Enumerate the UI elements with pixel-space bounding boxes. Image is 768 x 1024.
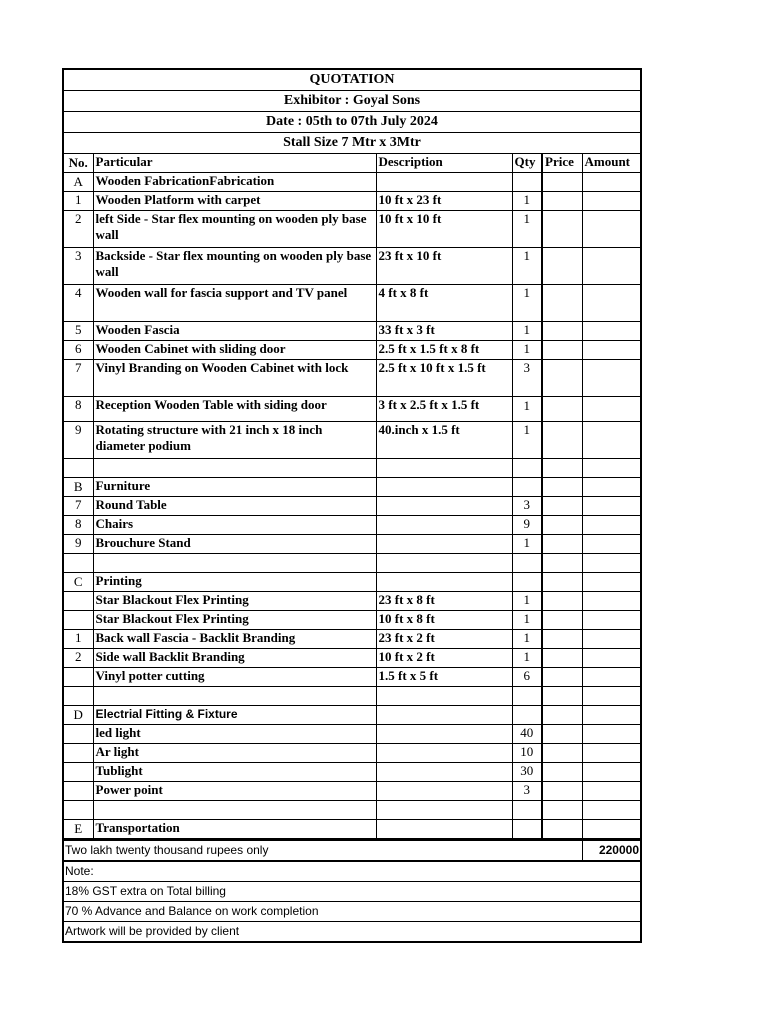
row-particular: Ar light bbox=[93, 744, 376, 763]
row-amount bbox=[582, 322, 640, 341]
row-amount bbox=[582, 668, 640, 687]
row-description: 10 ft x 10 ft bbox=[376, 211, 512, 248]
note-artwork: Artwork will be provided by client bbox=[64, 921, 640, 941]
row-description bbox=[376, 573, 512, 592]
row-price bbox=[542, 535, 582, 554]
row-particular: led light bbox=[93, 725, 376, 744]
row-no: 6 bbox=[64, 341, 93, 360]
row-qty: 1 bbox=[512, 285, 542, 322]
row-particular: Reception Wooden Table with siding door bbox=[93, 397, 376, 422]
row-amount bbox=[582, 820, 640, 839]
row-no: D bbox=[64, 706, 93, 725]
row-no bbox=[64, 459, 93, 478]
row-no: 3 bbox=[64, 248, 93, 285]
row-qty: 1 bbox=[512, 422, 542, 459]
row-particular: left Side - Star flex mounting on wooden ply base wall bbox=[93, 211, 376, 248]
col-header-amount: Amount bbox=[582, 154, 640, 173]
row-no: 9 bbox=[64, 535, 93, 554]
row-no: B bbox=[64, 478, 93, 497]
row-price bbox=[542, 554, 582, 573]
table-row bbox=[64, 801, 640, 820]
row-price bbox=[542, 592, 582, 611]
row-qty: 1 bbox=[512, 248, 542, 285]
quotation-sheet bbox=[62, 68, 642, 943]
row-description bbox=[376, 706, 512, 725]
table-row bbox=[64, 422, 640, 459]
row-no bbox=[64, 611, 93, 630]
row-particular: Transportation bbox=[93, 820, 376, 839]
row-price bbox=[542, 706, 582, 725]
table-row bbox=[64, 630, 640, 649]
row-price bbox=[542, 459, 582, 478]
row-qty bbox=[512, 573, 542, 592]
row-no: 5 bbox=[64, 322, 93, 341]
table-row bbox=[64, 192, 640, 211]
row-description bbox=[376, 725, 512, 744]
row-price bbox=[542, 611, 582, 630]
row-description: 23 ft x 10 ft bbox=[376, 248, 512, 285]
row-amount bbox=[582, 630, 640, 649]
row-description bbox=[376, 497, 512, 516]
total-in-words: Two lakh twenty thousand rupees only bbox=[65, 843, 269, 857]
row-particular: Power point bbox=[93, 782, 376, 801]
row-particular: Side wall Backlit Branding bbox=[93, 649, 376, 668]
table-row bbox=[64, 763, 640, 782]
table-row bbox=[64, 459, 640, 478]
row-particular: Vinyl potter cutting bbox=[93, 668, 376, 687]
row-no: 7 bbox=[64, 497, 93, 516]
row-price bbox=[542, 192, 582, 211]
row-description: 2.5 ft x 1.5 ft x 8 ft bbox=[376, 341, 512, 360]
row-particular bbox=[93, 801, 376, 820]
row-description bbox=[376, 801, 512, 820]
note-gst: 18% GST extra on Total billing bbox=[64, 881, 640, 901]
table-row bbox=[64, 706, 640, 725]
row-particular: Wooden wall for fascia support and TV panel bbox=[93, 285, 376, 322]
row-description bbox=[376, 173, 512, 192]
row-description: 10 ft x 2 ft bbox=[376, 649, 512, 668]
row-amount bbox=[582, 611, 640, 630]
row-description: 3 ft x 2.5 ft x 1.5 ft bbox=[376, 397, 512, 422]
row-price bbox=[542, 763, 582, 782]
row-price bbox=[542, 744, 582, 763]
col-header-price: Price bbox=[542, 154, 582, 173]
row-amount bbox=[582, 478, 640, 497]
row-amount bbox=[582, 397, 640, 422]
row-particular: Brouchure Stand bbox=[93, 535, 376, 554]
row-description bbox=[376, 459, 512, 478]
row-description bbox=[376, 763, 512, 782]
row-qty: 1 bbox=[512, 630, 542, 649]
row-particular bbox=[93, 459, 376, 478]
row-qty: 1 bbox=[512, 649, 542, 668]
row-description: 10 ft x 23 ft bbox=[376, 192, 512, 211]
row-no bbox=[64, 668, 93, 687]
row-description bbox=[376, 516, 512, 535]
row-qty: 3 bbox=[512, 360, 542, 397]
row-qty: 40 bbox=[512, 725, 542, 744]
row-price bbox=[542, 649, 582, 668]
row-qty: 10 bbox=[512, 744, 542, 763]
row-qty: 1 bbox=[512, 592, 542, 611]
row-price bbox=[542, 248, 582, 285]
row-qty: 1 bbox=[512, 322, 542, 341]
row-description bbox=[376, 535, 512, 554]
row-qty bbox=[512, 554, 542, 573]
row-no: 9 bbox=[64, 422, 93, 459]
row-no: C bbox=[64, 573, 93, 592]
row-price bbox=[542, 341, 582, 360]
row-amount bbox=[582, 706, 640, 725]
table-row bbox=[64, 322, 640, 341]
row-description bbox=[376, 744, 512, 763]
row-qty: 30 bbox=[512, 763, 542, 782]
row-qty bbox=[512, 687, 542, 706]
row-description: 23 ft x 2 ft bbox=[376, 630, 512, 649]
row-price bbox=[542, 211, 582, 248]
table-row bbox=[64, 668, 640, 687]
row-description: 2.5 ft x 10 ft x 1.5 ft bbox=[376, 360, 512, 397]
row-description bbox=[376, 782, 512, 801]
row-no: 8 bbox=[64, 516, 93, 535]
row-particular: Wooden Fascia bbox=[93, 322, 376, 341]
row-no bbox=[64, 725, 93, 744]
table-row bbox=[64, 592, 640, 611]
row-no bbox=[64, 801, 93, 820]
row-no: 2 bbox=[64, 211, 93, 248]
row-amount bbox=[582, 725, 640, 744]
table-row bbox=[64, 687, 640, 706]
row-qty: 6 bbox=[512, 668, 542, 687]
row-no bbox=[64, 744, 93, 763]
row-description bbox=[376, 687, 512, 706]
quotation-table bbox=[64, 154, 640, 839]
row-description bbox=[376, 478, 512, 497]
table-row bbox=[64, 478, 640, 497]
row-amount bbox=[582, 459, 640, 478]
row-qty: 1 bbox=[512, 192, 542, 211]
table-row bbox=[64, 211, 640, 248]
row-price bbox=[542, 397, 582, 422]
row-particular: Chairs bbox=[93, 516, 376, 535]
row-description: 40.inch x 1.5 ft bbox=[376, 422, 512, 459]
row-amount bbox=[582, 192, 640, 211]
col-header-description: Description bbox=[376, 154, 512, 173]
row-particular: Star Blackout Flex Printing bbox=[93, 592, 376, 611]
col-header-qty: Qty bbox=[512, 154, 542, 173]
col-header-no: No. bbox=[64, 154, 93, 173]
row-amount bbox=[582, 592, 640, 611]
row-no: 1 bbox=[64, 192, 93, 211]
row-amount bbox=[582, 649, 640, 668]
table-row bbox=[64, 554, 640, 573]
row-particular: Wooden Platform with carpet bbox=[93, 192, 376, 211]
row-qty bbox=[512, 478, 542, 497]
row-amount bbox=[582, 687, 640, 706]
table-row bbox=[64, 782, 640, 801]
row-price bbox=[542, 173, 582, 192]
table-header-row bbox=[64, 154, 640, 173]
total-amount-cell bbox=[582, 841, 640, 860]
row-particular: Backside - Star flex mounting on wooden ply base wall bbox=[93, 248, 376, 285]
table-row bbox=[64, 360, 640, 397]
row-description bbox=[376, 554, 512, 573]
row-description: 1.5 ft x 5 ft bbox=[376, 668, 512, 687]
row-price bbox=[542, 725, 582, 744]
table-row bbox=[64, 341, 640, 360]
row-amount bbox=[582, 516, 640, 535]
col-header-particular: Particular bbox=[93, 154, 376, 173]
table-row bbox=[64, 535, 640, 554]
row-price bbox=[542, 322, 582, 341]
row-amount bbox=[582, 554, 640, 573]
row-qty bbox=[512, 173, 542, 192]
stall-size-line: Stall Size 7 Mtr x 3Mtr bbox=[64, 133, 640, 154]
table-row bbox=[64, 611, 640, 630]
row-no: E bbox=[64, 820, 93, 839]
row-price bbox=[542, 573, 582, 592]
row-amount bbox=[582, 782, 640, 801]
row-qty bbox=[512, 820, 542, 839]
row-price bbox=[542, 422, 582, 459]
row-qty bbox=[512, 706, 542, 725]
row-amount bbox=[582, 763, 640, 782]
row-no bbox=[64, 554, 93, 573]
table-row bbox=[64, 725, 640, 744]
table-row bbox=[64, 649, 640, 668]
row-amount bbox=[582, 422, 640, 459]
table-row bbox=[64, 744, 640, 763]
row-no: A bbox=[64, 173, 93, 192]
row-qty: 3 bbox=[512, 497, 542, 516]
note-heading: Note: bbox=[64, 860, 640, 881]
row-particular: Tublight bbox=[93, 763, 376, 782]
row-no: 2 bbox=[64, 649, 93, 668]
date-line: Date : 05th to 07th July 2024 bbox=[64, 112, 640, 133]
table-row bbox=[64, 248, 640, 285]
row-price bbox=[542, 782, 582, 801]
row-price bbox=[542, 285, 582, 322]
row-amount bbox=[582, 360, 640, 397]
row-description: 23 ft x 8 ft bbox=[376, 592, 512, 611]
row-particular: Printing bbox=[93, 573, 376, 592]
row-qty: 9 bbox=[512, 516, 542, 535]
row-particular: Star Blackout Flex Printing bbox=[93, 611, 376, 630]
row-qty bbox=[512, 801, 542, 820]
table-row bbox=[64, 573, 640, 592]
row-amount bbox=[582, 801, 640, 820]
row-amount bbox=[582, 744, 640, 763]
quotation-title: QUOTATION bbox=[64, 70, 640, 91]
row-description: 33 ft x 3 ft bbox=[376, 322, 512, 341]
row-no bbox=[64, 763, 93, 782]
row-particular bbox=[93, 687, 376, 706]
row-no: 4 bbox=[64, 285, 93, 322]
table-row bbox=[64, 497, 640, 516]
table-row bbox=[64, 397, 640, 422]
row-qty: 3 bbox=[512, 782, 542, 801]
row-price bbox=[542, 801, 582, 820]
row-particular: Wooden FabricationFabrication bbox=[93, 173, 376, 192]
row-particular: Rotating structure with 21 inch x 18 inch diameter podium bbox=[93, 422, 376, 459]
note-payment: 70 % Advance and Balance on work completion bbox=[64, 901, 640, 921]
row-no: 1 bbox=[64, 630, 93, 649]
row-price bbox=[542, 478, 582, 497]
table-row bbox=[64, 820, 640, 839]
row-price bbox=[542, 668, 582, 687]
row-price bbox=[542, 516, 582, 535]
row-amount bbox=[582, 173, 640, 192]
row-amount bbox=[582, 535, 640, 554]
total-bar bbox=[64, 839, 640, 860]
row-price bbox=[542, 820, 582, 839]
row-amount bbox=[582, 497, 640, 516]
row-particular: Round Table bbox=[93, 497, 376, 516]
row-particular: Wooden Cabinet with sliding door bbox=[93, 341, 376, 360]
row-qty: 1 bbox=[512, 535, 542, 554]
row-amount bbox=[582, 211, 640, 248]
row-amount bbox=[582, 573, 640, 592]
row-particular: Vinyl Branding on Wooden Cabinet with lock bbox=[93, 360, 376, 397]
row-description: 10 ft x 8 ft bbox=[376, 611, 512, 630]
row-no: 8 bbox=[64, 397, 93, 422]
row-price bbox=[542, 630, 582, 649]
row-no bbox=[64, 687, 93, 706]
row-no: 7 bbox=[64, 360, 93, 397]
row-particular bbox=[93, 554, 376, 573]
row-qty bbox=[512, 459, 542, 478]
row-no bbox=[64, 782, 93, 801]
row-particular: Electrial Fitting & Fixture bbox=[93, 706, 376, 725]
row-price bbox=[542, 687, 582, 706]
total-amount: 220000 bbox=[598, 843, 639, 857]
row-no bbox=[64, 592, 93, 611]
exhibitor-line: Exhibitor : Goyal Sons bbox=[64, 91, 640, 112]
table-row bbox=[64, 516, 640, 535]
row-qty: 1 bbox=[512, 611, 542, 630]
row-amount bbox=[582, 248, 640, 285]
row-price bbox=[542, 497, 582, 516]
row-particular: Furniture bbox=[93, 478, 376, 497]
table-row bbox=[64, 173, 640, 192]
row-qty: 1 bbox=[512, 397, 542, 422]
row-particular: Back wall Fascia - Backlit Branding bbox=[93, 630, 376, 649]
row-qty: 1 bbox=[512, 341, 542, 360]
row-description bbox=[376, 820, 512, 839]
table-row bbox=[64, 285, 640, 322]
row-price bbox=[542, 360, 582, 397]
row-qty: 1 bbox=[512, 211, 542, 248]
row-amount bbox=[582, 341, 640, 360]
row-amount bbox=[582, 285, 640, 322]
row-description: 4 ft x 8 ft bbox=[376, 285, 512, 322]
